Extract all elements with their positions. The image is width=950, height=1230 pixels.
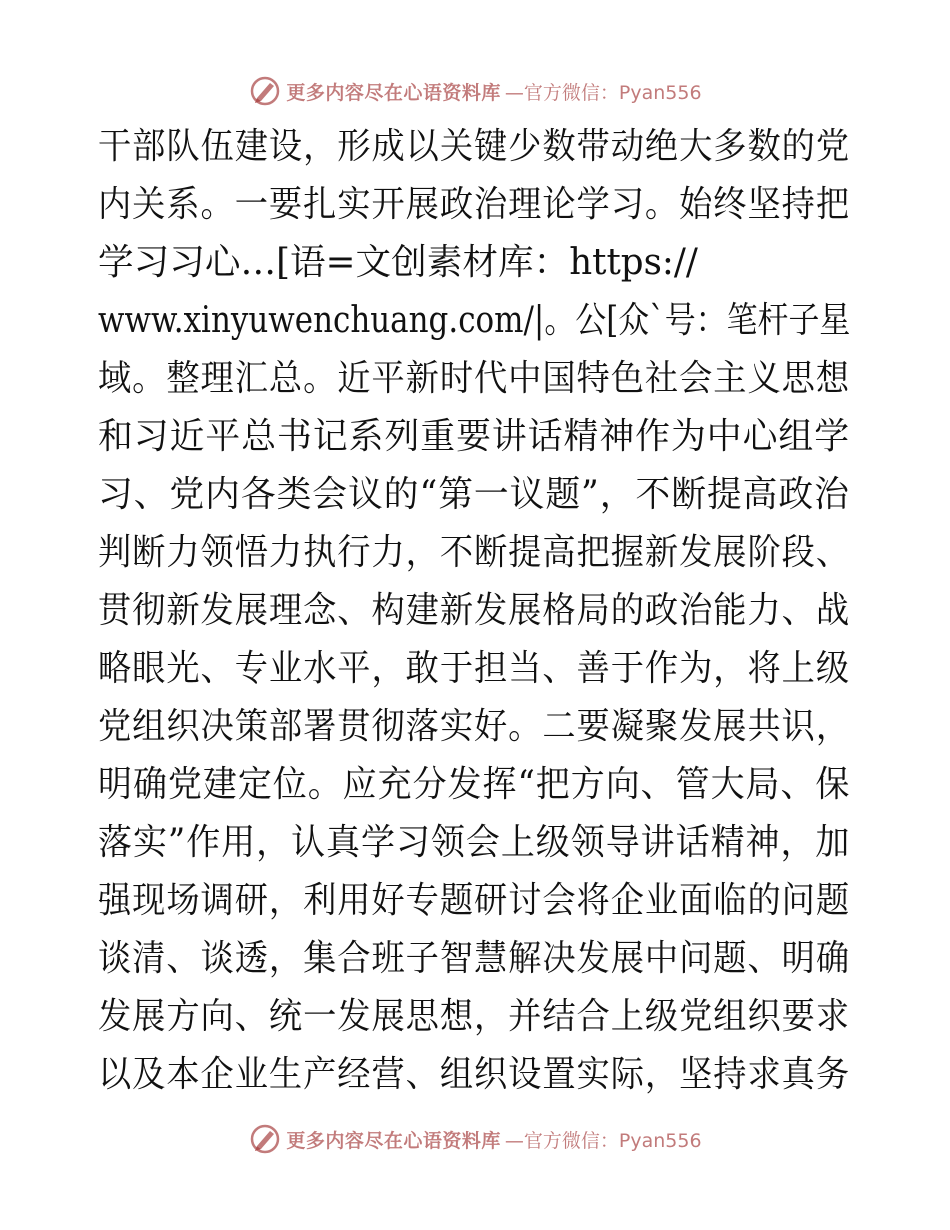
- text-line: 贯彻新发展理念、构建新发展格局的政治能力、战: [98, 590, 851, 631]
- watermark-sub-text: —官方微信：Pyan556: [504, 1129, 702, 1152]
- text-line: 党组织决策部署贯彻落实好。二要凝聚发展共识，: [98, 706, 851, 747]
- text-line: 判断力领悟力执行力，不断提高把握新发展阶段、: [98, 532, 851, 573]
- watermark-main-text: 更多内容尽在心语资料库: [286, 81, 501, 104]
- text-line: 和习近平总书记系列重要讲话精神作为中心组学: [98, 416, 851, 457]
- text-line: 略眼光、专业水平，敢于担当、善于作为，将上级: [98, 648, 851, 689]
- document-body: [98, 118, 858, 1104]
- text-line: 发展方向、统一发展思想，并结合上级党组织要求: [98, 996, 851, 1037]
- text-line: 干部队伍建设，形成以关键少数带动绝大多数的党: [98, 126, 851, 167]
- text-line: 强现场调研，利用好专题研讨会将企业面临的问题: [98, 880, 851, 921]
- text-line: 落实”作用，认真学习领会上级领导讲话精神，加: [98, 822, 851, 863]
- text-line: 以及本企业生产经营、组织设置实际，坚持求真务: [98, 1054, 851, 1095]
- text-line: 域。整理汇总。近平新时代中国特色社会主义思想: [98, 358, 851, 399]
- watermark-sub-text: —官方微信：Pyan556: [504, 81, 702, 104]
- text-line: 内关系。一要扎实开展政治理论学习。始终坚持把: [98, 184, 851, 225]
- header-watermark: [0, 74, 950, 108]
- watermark-main-text: 更多内容尽在心语资料库: [286, 1129, 501, 1152]
- footer-watermark: [0, 1122, 950, 1156]
- text-line: www.xinyuwenchuang.com/|。公[众`号：笔杆子星: [98, 300, 851, 341]
- pen-seal-logo-icon: [248, 74, 282, 108]
- text-line: 明确党建定位。应充分发挥“把方向、管大局、保: [98, 764, 851, 805]
- pen-seal-logo-icon: [248, 1122, 282, 1156]
- text-line: 习、党内各类会议的“第一议题”，不断提高政治: [98, 474, 850, 515]
- text-line: 谈清、谈透，集合班子智慧解决发展中问题、明确: [98, 938, 851, 979]
- text-line: 学习习心…[语=文创素材库：https://: [98, 242, 698, 283]
